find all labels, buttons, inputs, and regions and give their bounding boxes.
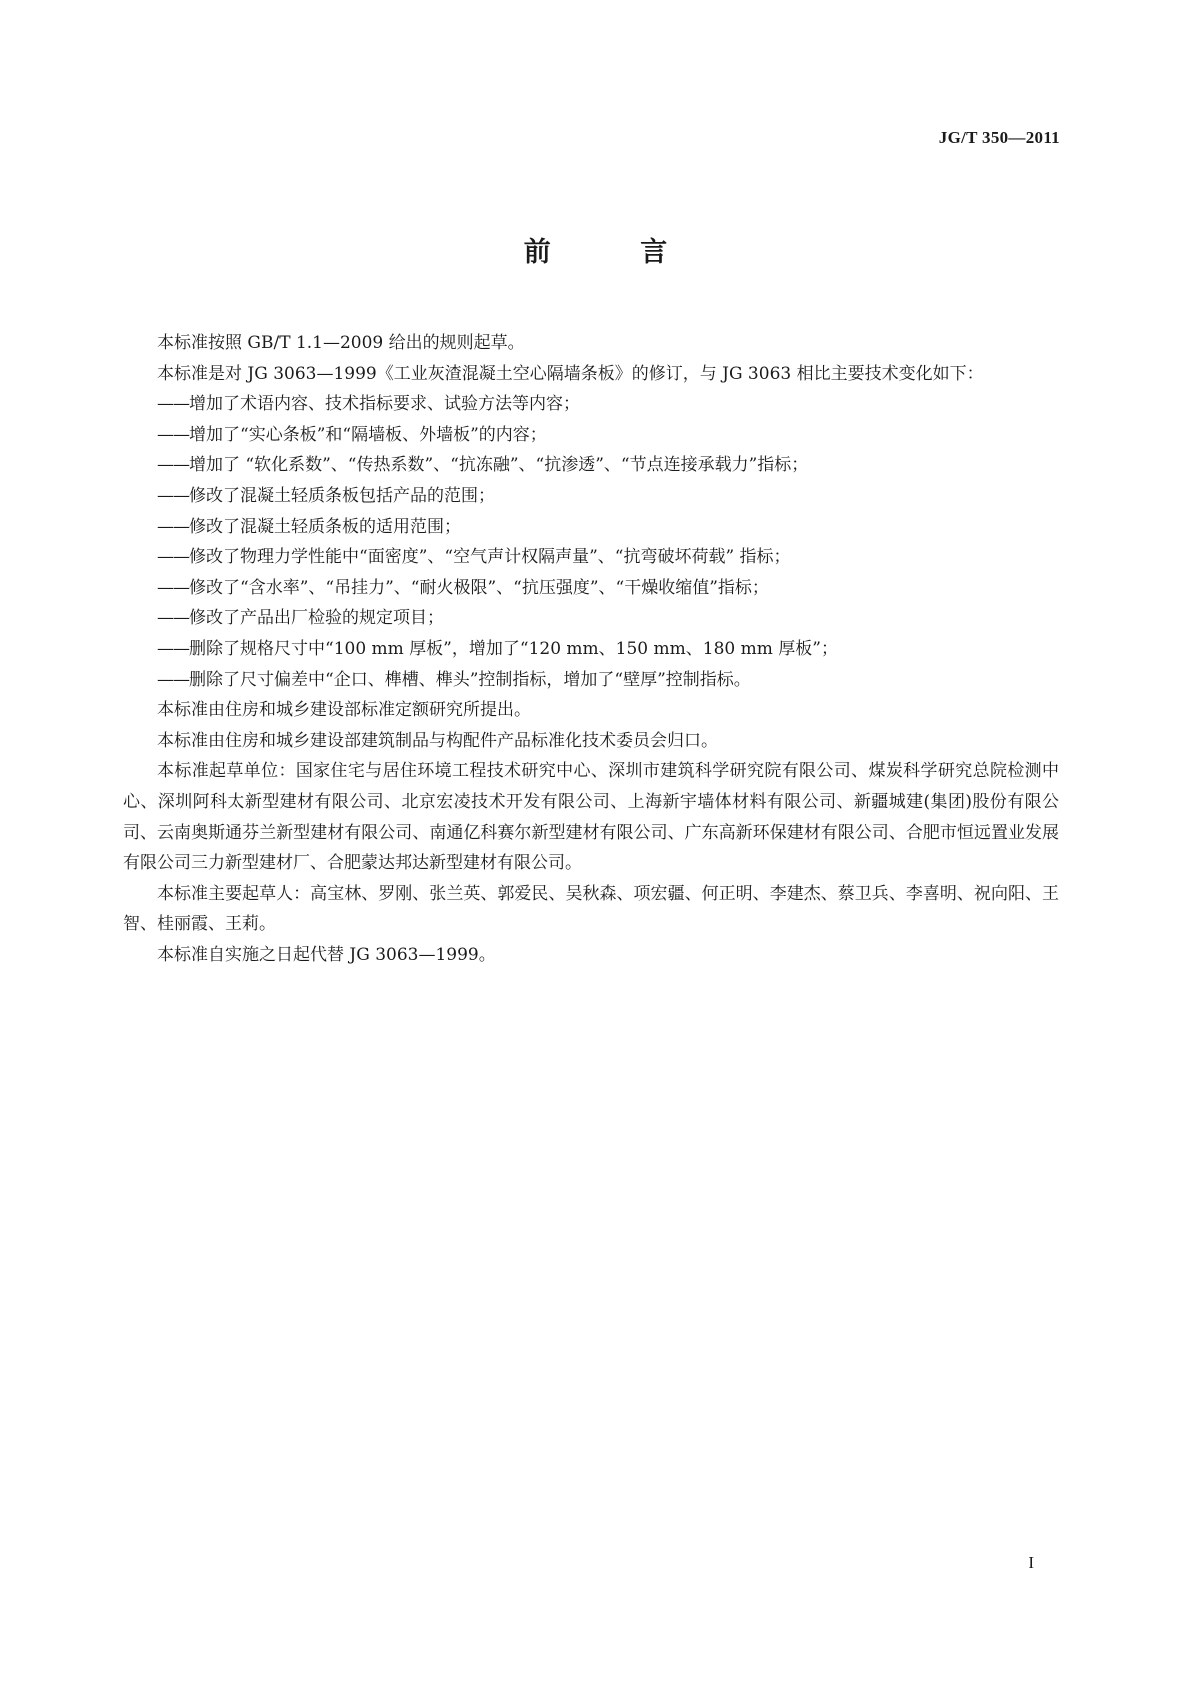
dash-marker: ——: [157, 485, 189, 506]
list-item-text: 修改了混凝土轻质条板的适用范围；: [189, 516, 461, 537]
list-item-text: 增加了 “软化系数”、“传热系数”、“抗冻融”、“抗渗透”、“节点连接承载力”指标；: [189, 455, 809, 476]
document-number: JG/T 350—2011: [938, 128, 1060, 147]
list-item-text: 修改了“含水率”、“吊挂力”、“耐火极限”、“抗压强度”、“干燥收缩值”指标；: [189, 577, 769, 598]
list-item-text: 删除了尺寸偏差中“企口、榫槽、榫头”控制指标，增加了“壁厚”控制指标。: [189, 669, 751, 690]
list-item: [123, 420, 1059, 451]
dash-marker: ——: [157, 669, 189, 690]
list-item: [123, 665, 1059, 696]
list-item-text: 修改了物理力学性能中“面密度”、“空气声计权隔声量”、“抗弯破坏荷载” 指标；: [189, 547, 791, 568]
list-item: [123, 450, 1059, 481]
list-item-text: 删除了规格尺寸中“100 mm 厚板”，增加了“120 mm、150 mm、180 mm 厚板”；: [189, 638, 838, 659]
foreword-body: [123, 328, 1059, 970]
proposer-paragraph: 本标准由住房和城乡建设部标准定额研究所提出。: [157, 700, 531, 721]
dash-marker: ——: [157, 577, 189, 598]
main-drafters-paragraph: 本标准主要起草人：高宝林、罗刚、张兰英、郭爱民、吴秋森、项宏疆、何正明、李建杰、蔡卫兵、李喜明、祝向阳、王智、桂丽霞、王莉。: [123, 883, 1059, 935]
list-item: [123, 542, 1059, 573]
list-item-text: 增加了“实心条板”和“隔墙板、外墙板”的内容；: [189, 424, 547, 445]
technical-changes-list: [123, 389, 1059, 695]
dash-marker: ——: [157, 638, 189, 659]
dash-marker: ——: [157, 424, 189, 445]
dash-marker: ——: [157, 516, 189, 537]
list-item: [123, 634, 1059, 665]
dash-marker: ——: [157, 608, 189, 629]
drafting-organizations-paragraph: 本标准起草单位：国家住宅与居住环境工程技术研究中心、深圳市建筑科学研究院有限公司、煤炭科学研究总院检测中心、深圳阿科太新型建材有限公司、北京宏凌技术开发有限公司、上海新宇墙体材料有限公司、新疆城建(集团)股份有限公司、云南奥斯通芬兰新型建材有限公司、南通亿科赛尔新型建材有限公司、广东高新环保建材有限公司、合肥市恒远置业发展有限公司三力新型建材厂、合肥蒙达邦达新型建材有限公司。: [123, 761, 1059, 874]
dash-marker: ——: [157, 547, 189, 568]
list-item: [123, 512, 1059, 543]
list-item: [123, 603, 1059, 634]
responsible-committee-paragraph: 本标准由住房和城乡建设部建筑制品与构配件产品标准化技术委员会归口。: [157, 730, 718, 751]
page-title: 前 言: [523, 237, 708, 268]
page-number: I: [1028, 1553, 1034, 1572]
dash-marker: ——: [157, 394, 189, 415]
list-item: [123, 389, 1059, 420]
replacement-paragraph: 本标准自实施之日起代替 JG 3063—1999。: [157, 944, 496, 965]
list-item: [123, 573, 1059, 604]
dash-marker: ——: [157, 455, 189, 476]
intro-paragraph-revision-summary: 本标准是对 JG 3063—1999《工业灰渣混凝土空心隔墙条板》的修订，与 JG 3063 相比主要技术变化如下：: [157, 363, 984, 384]
list-item-text: 增加了术语内容、技术指标要求、试验方法等内容；: [189, 394, 580, 415]
list-item: [123, 481, 1059, 512]
list-item-text: 修改了混凝土轻质条板包括产品的范围；: [189, 485, 495, 506]
list-item-text: 修改了产品出厂检验的规定项目；: [189, 608, 444, 629]
intro-paragraph-drafting-rules: 本标准按照 GB/T 1.1—2009 给出的规则起草。: [157, 333, 525, 353]
